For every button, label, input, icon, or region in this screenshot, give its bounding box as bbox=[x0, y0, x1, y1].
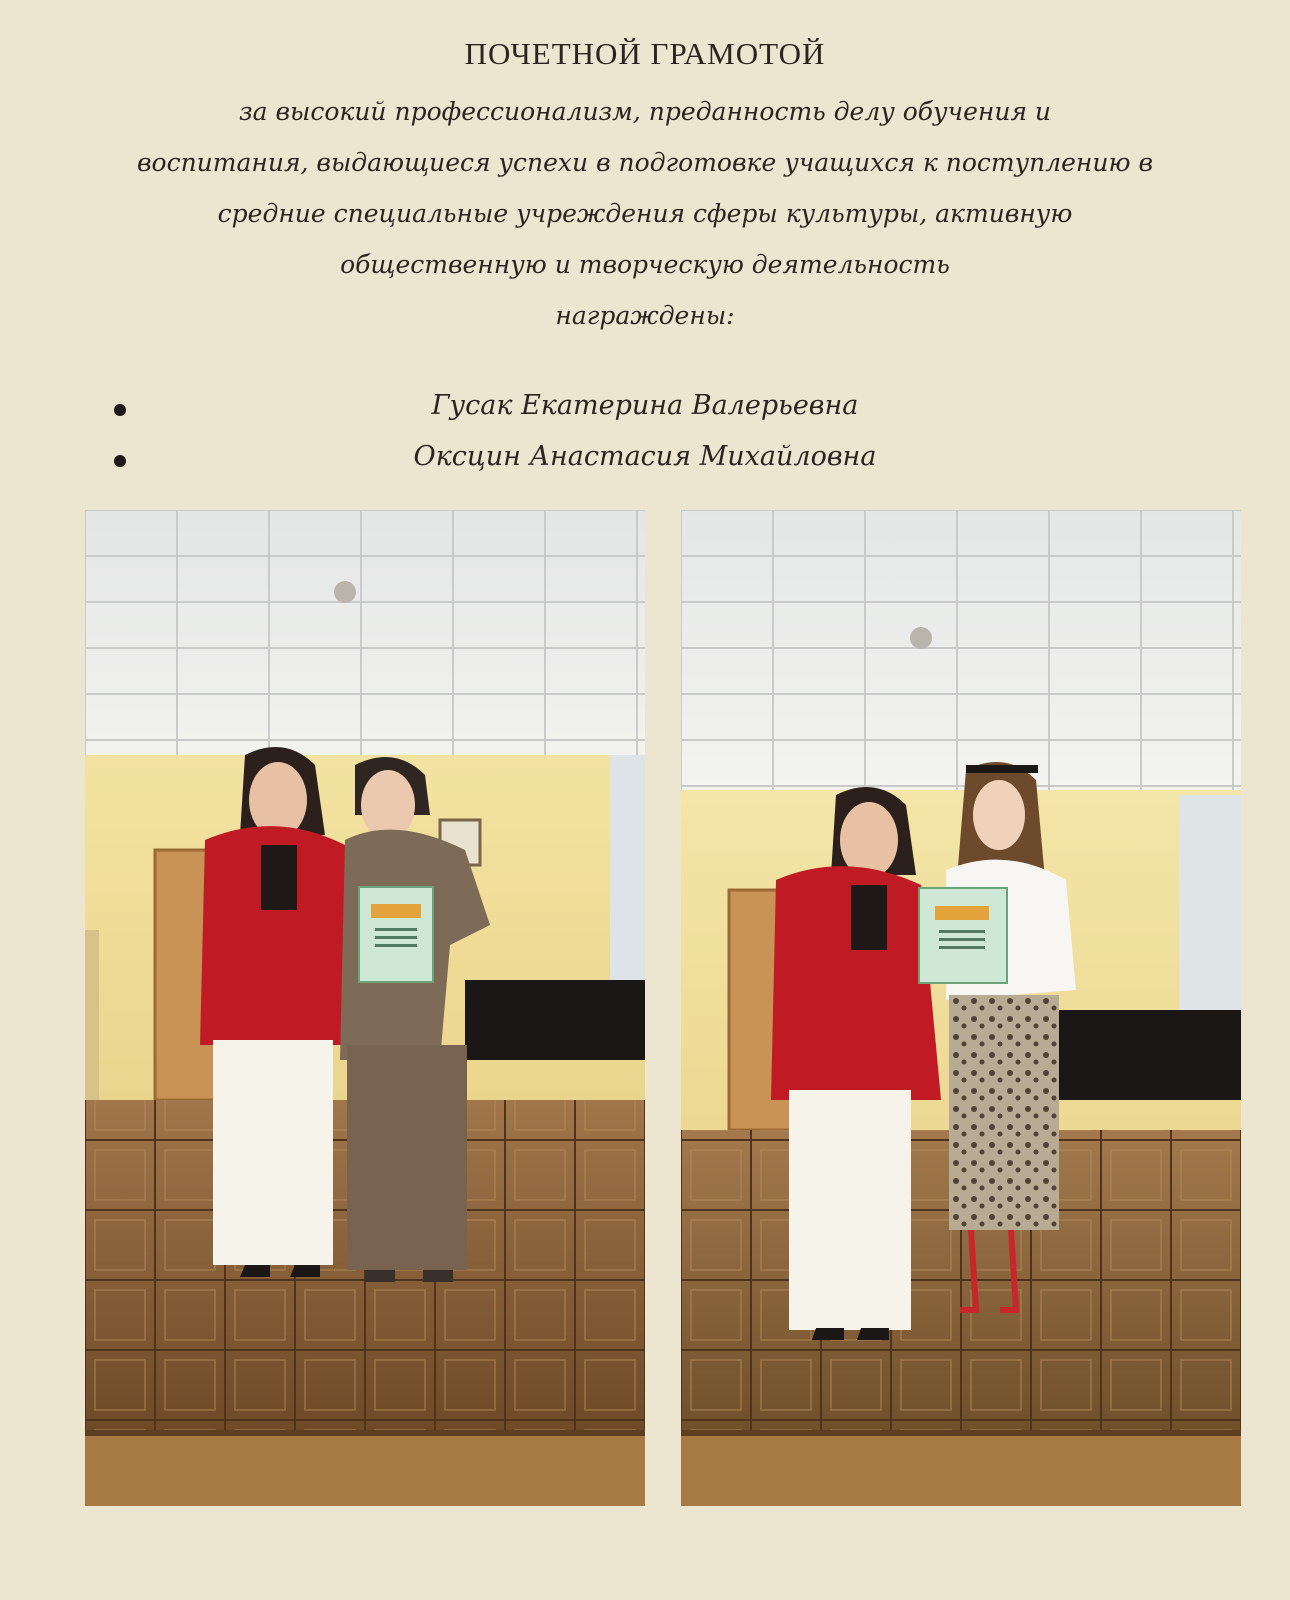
description-line: средние специальные учреждения сферы культуры, активную bbox=[217, 199, 1073, 228]
list-item bbox=[0, 441, 1290, 492]
award-description bbox=[60, 86, 1230, 341]
award-photo-2 bbox=[681, 510, 1241, 1506]
awardee-list bbox=[0, 390, 1290, 492]
description-line: за высокий профессионализм, преданность делу обучения и bbox=[238, 97, 1052, 126]
awardee-name: Оксцин Анастасия Михайловна bbox=[413, 441, 877, 472]
description-line: воспитания, выдающиеся успехи в подготовке учащихся к поступлению в bbox=[136, 148, 1154, 177]
description-line: общественную и творческую деятельность bbox=[340, 250, 950, 279]
document-title: ПОЧЕТНОЙ ГРАМОТОЙ bbox=[464, 36, 826, 71]
awardee-name: Гусак Екатерина Валерьевна bbox=[431, 390, 859, 421]
list-item bbox=[0, 390, 1290, 441]
award-photo-1 bbox=[85, 510, 645, 1506]
description-line: награждены: bbox=[555, 301, 735, 330]
